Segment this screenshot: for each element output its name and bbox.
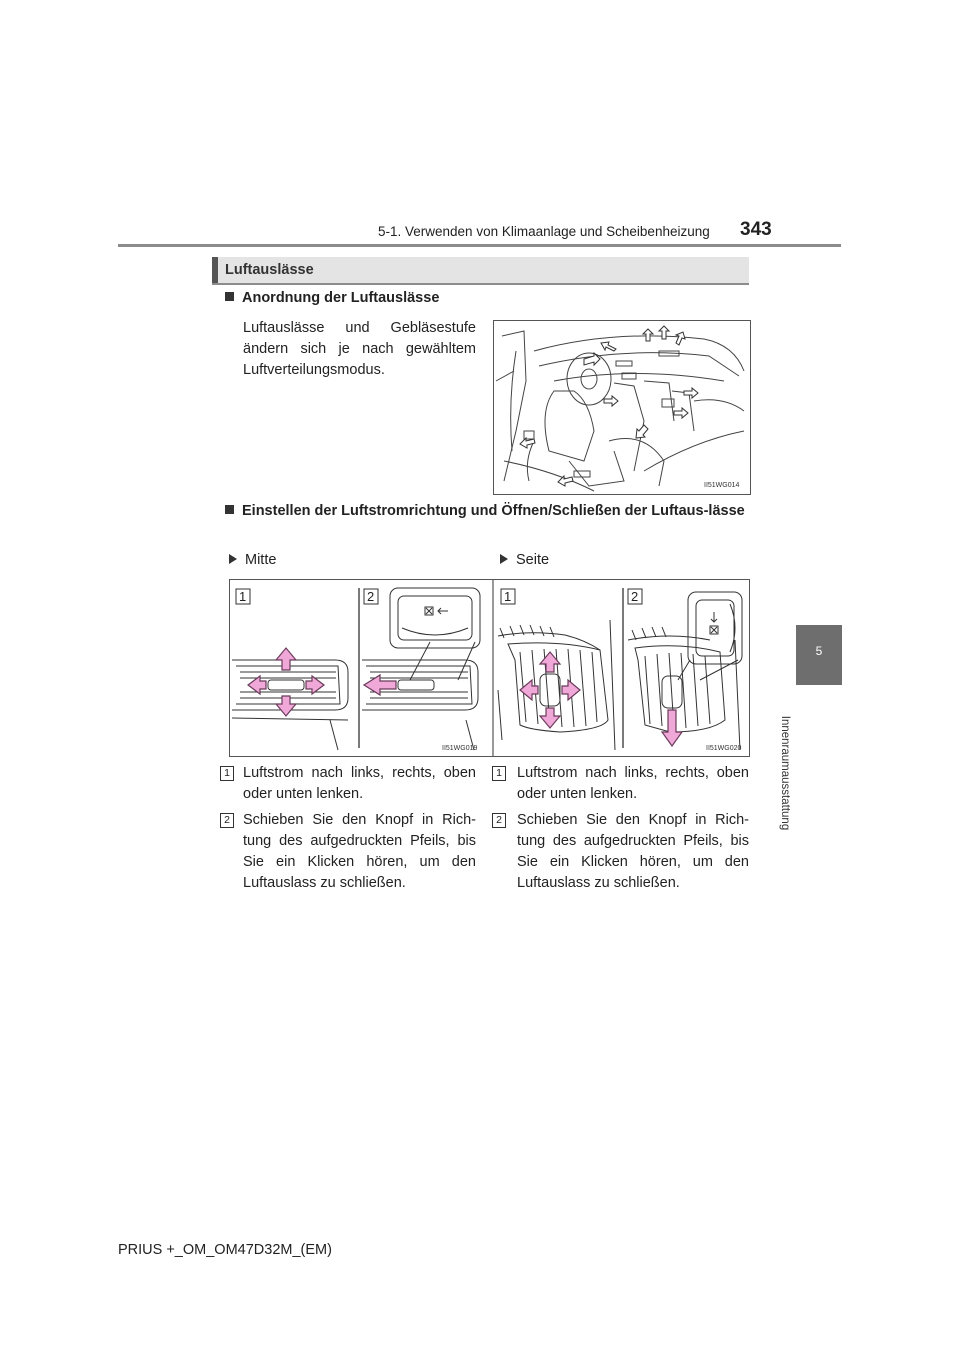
callout-2: 2 — [631, 589, 639, 604]
document-code: PRIUS +_OM_OM47D32M_(EM) — [118, 1242, 332, 1258]
center-label — [229, 552, 276, 568]
outlet-adjustment-illustration — [230, 580, 749, 756]
direction-arrows — [248, 648, 324, 716]
center-label-text: Mitte — [245, 552, 277, 568]
dashboard-illustration — [494, 321, 750, 494]
section-title: Luftauslässe — [225, 262, 314, 278]
triangle-bullet-icon — [500, 554, 508, 564]
subsection-heading-outlets — [225, 290, 439, 306]
callout-1: 1 — [239, 589, 247, 604]
item-number-badge: 1 — [220, 766, 234, 781]
figure-outlet-adjustment — [229, 579, 750, 757]
square-bullet-icon — [225, 292, 234, 301]
item-number-badge: 2 — [492, 813, 506, 828]
page-number: 343 — [740, 219, 772, 240]
figure-outlet-layout — [493, 320, 751, 495]
center-item-2-text: Schieben Sie den Knopf in Rich-tung des aufgedruckten Pfeils, bis Sie ein Klicken hören, um den Luftauslass zu schließen. — [243, 812, 476, 891]
chapter-tab-label-text: Innenraumausstattung — [779, 715, 791, 831]
figure-code-side: II51WG020 — [706, 745, 742, 752]
side-item-1-text: Luftstrom nach links, rechts, oben oder unten lenken. — [517, 765, 749, 802]
item-number-badge: 2 — [220, 813, 234, 828]
chapter-tab-label — [770, 698, 800, 848]
subsection-title: Anordnung der Luftauslässe — [242, 290, 440, 306]
section-heading-underline — [212, 283, 749, 285]
outlets-description: Luftauslässe und Gebläsestufe ändern sich je nach gewähltem Luftverteilungsmodus. — [243, 320, 476, 378]
figure-code-center: II51WG019 — [442, 745, 478, 752]
triangle-bullet-icon — [229, 554, 237, 564]
chapter-tab-number: 5 — [815, 644, 823, 658]
header-rule — [118, 244, 841, 247]
subsection-title: Einstellen der Luftstromrichtung und Öffnen/Schließen der Luftaus-lässe — [242, 503, 745, 519]
square-bullet-icon — [225, 505, 234, 514]
center-item-1-text: Luftstrom nach links, rechts, oben oder unten lenken. — [243, 765, 476, 802]
item-number-badge: 1 — [492, 766, 506, 781]
figure-code: II51WG014 — [704, 482, 740, 489]
side-label — [500, 552, 549, 568]
side-item-2-text: Schieben Sie den Knopf in Rich-tung des aufgedruckten Pfeils, bis Sie ein Klicken hören, um den Luftauslass zu schließen. — [517, 812, 749, 891]
callout-2: 2 — [367, 589, 375, 604]
side-label-text: Seite — [516, 552, 550, 568]
running-header-section-title: 5-1. Verwenden von Klimaanlage und Scheibenheizung — [378, 224, 710, 239]
callout-1: 1 — [504, 589, 512, 604]
subsection-heading-adjust — [225, 500, 750, 523]
section-heading-accent — [212, 257, 218, 284]
